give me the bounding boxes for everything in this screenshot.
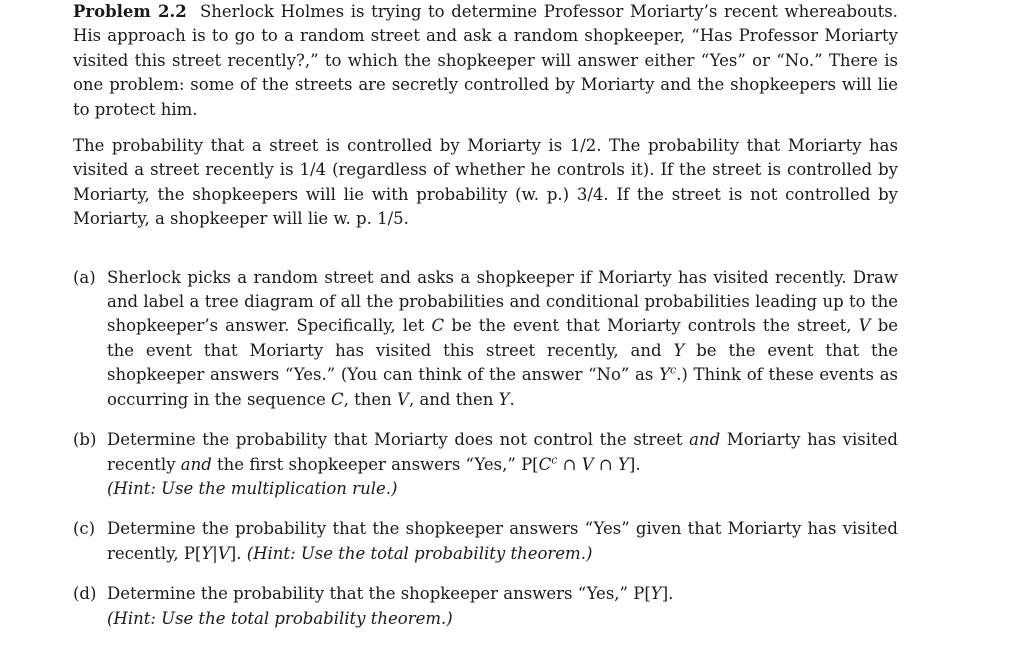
expr-close: ].	[229, 543, 242, 563]
var-C: C	[431, 316, 445, 336]
expr-var-C: C	[538, 454, 552, 474]
part-a	[73, 266, 898, 412]
part-b-text-2: Moriarty has visited recently	[107, 430, 898, 474]
part-a-text-2: be the event that Moriarty controls the street,	[451, 316, 852, 336]
var-Y-complement	[659, 365, 676, 384]
expr-var-Y: Y	[617, 454, 629, 474]
part-a-text-7: , and then	[408, 389, 494, 409]
part-b-expression	[521, 455, 641, 474]
var-Y-sequence: Y	[498, 389, 510, 409]
problem-intro: Sherlock Holmes is trying to determine Professor Moriarty’s recent whereabouts. His approach is to go to a random street and ask a random shopkeeper, “Has Professor Moriarty visited this street recently?,” to which the shopkeeper will answer either “Yes” or “No.” There is one problem: some of the streets are secretly controlled by Moriarty and the shopkeepers will lie to protect him.	[73, 2, 898, 119]
part-a-label: (a)	[73, 267, 96, 287]
problem-parts	[73, 266, 898, 631]
expr-intersect-1: ∩	[557, 454, 582, 474]
part-b	[73, 428, 898, 501]
expr-var-Y: Y	[650, 584, 662, 604]
part-c-text-1: Determine the probability that the shopkeeper answers “Yes” given that Moriarty has visited recently,	[107, 519, 898, 563]
part-a-text-4: be the event that the shopkeeper answers “Yes.” (You can think of the answer “No” as	[107, 340, 899, 385]
var-Y: Y	[673, 340, 685, 360]
var-V: V	[858, 316, 871, 336]
part-b-text-3: the first shopkeeper answers “Yes,”	[217, 454, 516, 474]
part-b-and-2: and	[180, 454, 212, 474]
part-d-label: (d)	[73, 584, 97, 604]
expr-close: ].	[661, 584, 674, 604]
part-a-text-8: .	[509, 389, 515, 409]
expr-var-V: V	[581, 454, 594, 474]
expr-close: ].	[628, 454, 641, 474]
expr-var-Y: Y	[201, 543, 213, 563]
part-b-and-1: and	[689, 430, 721, 450]
var-V-sequence: V	[397, 389, 409, 409]
part-a-text-6: , then	[343, 389, 392, 409]
part-d-text-1: Determine the probability that the shopkeeper answers “Yes,”	[107, 584, 628, 604]
part-b-hint: (Hint: Use the multiplication rule.)	[107, 478, 398, 498]
part-b-text-1: Determine the probability that Moriarty does not control the street	[107, 430, 683, 450]
expr-intersect-2: ∩	[593, 454, 618, 474]
part-b-label: (b)	[73, 430, 97, 450]
var-Y-complement-sup: c	[669, 363, 677, 377]
part-c	[73, 517, 898, 566]
part-a-text-5: .) Think of these events as occurring in the sequence	[107, 365, 899, 409]
part-c-expression	[184, 544, 242, 563]
expr-given-bar: |	[212, 543, 218, 563]
expr-var-V: V	[217, 543, 230, 563]
var-C-sequence: C	[331, 389, 344, 409]
expr-open: P[	[633, 584, 651, 604]
expr-open: P[	[183, 543, 202, 563]
part-c-label: (c)	[73, 519, 96, 539]
expr-complement-sup: c	[551, 453, 558, 466]
var-Y-complement-base: Y	[659, 365, 670, 385]
part-d-expression	[633, 584, 673, 603]
problem-setup-paragraph: The probability that a street is controlled by Moriarty is 1/2. The probability that Moriarty has visited a street recently is 1/4 (regardless of whether he controls it). If the street is controlled by Moriarty, the shopkeepers will lie with probability (w. p.) 3/4. If the street is not controlled by Moriarty, a shopkeeper will lie w. p. 1/5.	[73, 136, 898, 229]
expr-open: P[	[521, 454, 539, 474]
part-d	[73, 582, 898, 631]
part-a-text-1: Sherlock picks a random street and asks a shopkeeper if Moriarty has visited recently. Draw and label a tree diagram of all the probabilities and conditional probabilities leading up to the shopkeeper’s answer. Specifically, let	[107, 267, 898, 336]
problem-title: Problem 2.2	[73, 2, 187, 21]
part-d-hint: (Hint: Use the total probability theorem.)	[107, 608, 453, 628]
part-c-hint: (Hint: Use the total probability theorem.)	[246, 543, 593, 563]
part-a-text-3: be the event that Moriarty has visited this street recently, and	[107, 316, 899, 360]
problem-intro-paragraph	[73, 0, 898, 122]
